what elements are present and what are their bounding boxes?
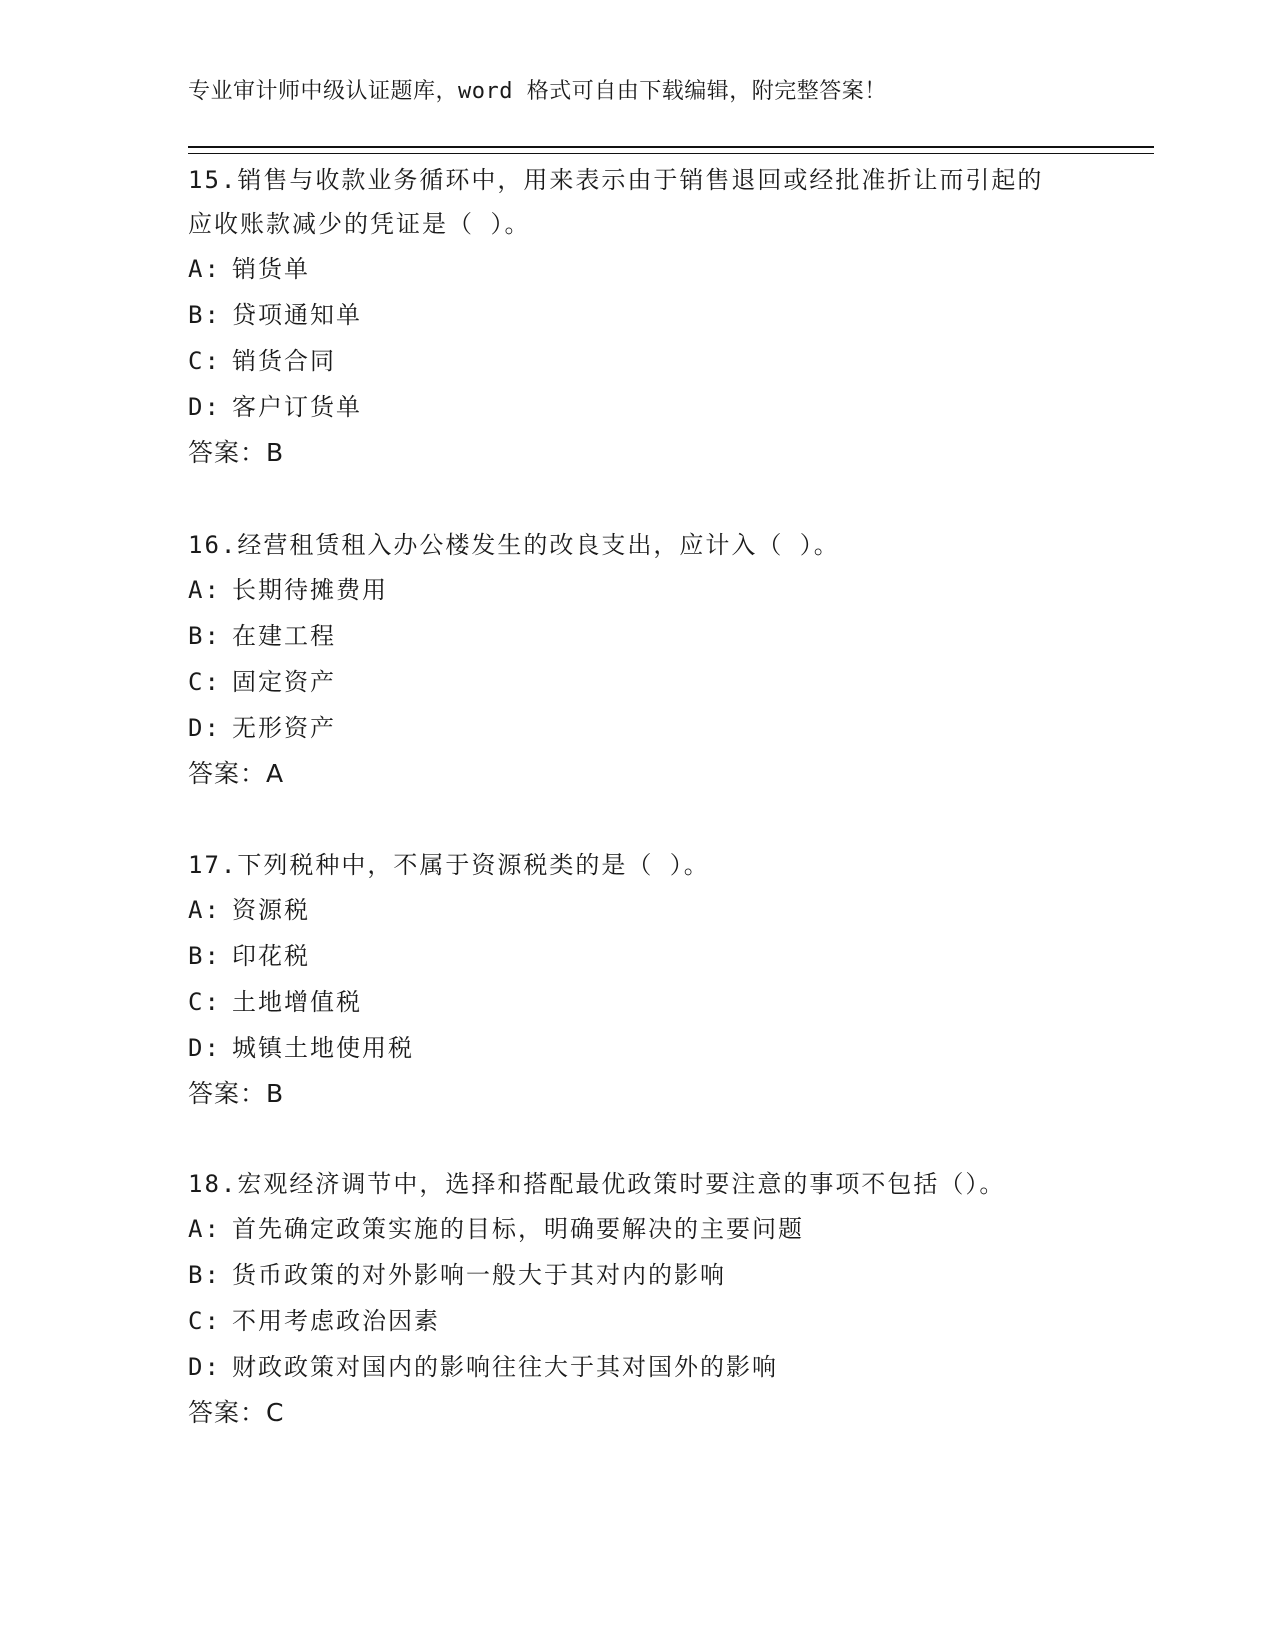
answer-label: 答案：B <box>188 1079 285 1108</box>
option-text: 财政政策对国内的影响往往大于其对国外的影响 <box>232 1353 778 1381</box>
question-stem: 18.宏观经济调节中，选择和搭配最优政策时要注意的事项不包括（）。 <box>188 1170 1006 1198</box>
option-key: C: <box>188 668 221 696</box>
answer-label: 答案：A <box>188 759 285 788</box>
option-c <box>188 338 1088 384</box>
option-text: 首先确定政策实施的目标，明确要解决的主要问题 <box>232 1215 804 1243</box>
question-16 <box>188 523 1088 797</box>
answer-label: 答案：B <box>188 438 285 467</box>
option-text: 资源税 <box>232 896 310 924</box>
option-key: B: <box>188 301 221 329</box>
page-header: 专业审计师中级认证题库，word 格式可自由下载编辑，附完整答案！ <box>188 79 887 104</box>
option-key: B: <box>188 622 221 650</box>
option-a <box>188 567 1088 613</box>
option-text: 印花税 <box>232 942 310 970</box>
option-key: A: <box>188 576 221 604</box>
option-c <box>188 659 1088 705</box>
question-stem: 15.销售与收款业务循环中，用来表示由于销售退回或经批准折让而引起的应收账款减少的凭证是（ ）。 <box>188 166 1044 238</box>
option-key: D: <box>188 393 221 421</box>
option-text: 长期待摊费用 <box>232 576 388 604</box>
option-key: B: <box>188 942 221 970</box>
option-text: 土地增值税 <box>232 988 362 1016</box>
answer-label: 答案：C <box>188 1398 285 1427</box>
question-stem: 16.经营租赁租入办公楼发生的改良支出，应计入（ ）。 <box>188 531 840 559</box>
option-key: A: <box>188 1215 221 1243</box>
option-b <box>188 613 1088 659</box>
option-a <box>188 1206 1088 1252</box>
question-18 <box>188 1162 1088 1436</box>
option-text: 无形资产 <box>232 714 336 742</box>
option-key: C: <box>188 1307 221 1335</box>
option-b <box>188 1252 1088 1298</box>
question-17 <box>188 843 1088 1117</box>
option-text: 销货单 <box>232 255 310 283</box>
option-key: C: <box>188 347 221 375</box>
option-c <box>188 1298 1088 1344</box>
option-c <box>188 979 1088 1025</box>
question-15 <box>188 158 1088 476</box>
option-text: 在建工程 <box>232 622 336 650</box>
option-text: 固定资产 <box>232 668 336 696</box>
option-key: A: <box>188 255 221 283</box>
option-b <box>188 292 1088 338</box>
option-text: 销货合同 <box>232 347 336 375</box>
option-key: A: <box>188 896 221 924</box>
option-d <box>188 384 1088 430</box>
option-key: C: <box>188 988 221 1016</box>
option-key: D: <box>188 1034 221 1062</box>
option-text: 客户订货单 <box>232 393 362 421</box>
option-key: B: <box>188 1261 221 1289</box>
option-text: 贷项通知单 <box>232 301 362 329</box>
option-key: D: <box>188 714 221 742</box>
option-d <box>188 1344 1088 1390</box>
option-b <box>188 933 1088 979</box>
option-text: 货币政策的对外影响一般大于其对内的影响 <box>232 1261 726 1289</box>
option-key: D: <box>188 1353 221 1381</box>
question-stem: 17.下列税种中，不属于资源税类的是（ ）。 <box>188 851 710 879</box>
option-a <box>188 887 1088 933</box>
option-d <box>188 705 1088 751</box>
option-a <box>188 246 1088 292</box>
option-d <box>188 1025 1088 1071</box>
option-text: 不用考虑政治因素 <box>232 1307 440 1335</box>
header-divider <box>188 146 1154 154</box>
option-text: 城镇土地使用税 <box>232 1034 414 1062</box>
